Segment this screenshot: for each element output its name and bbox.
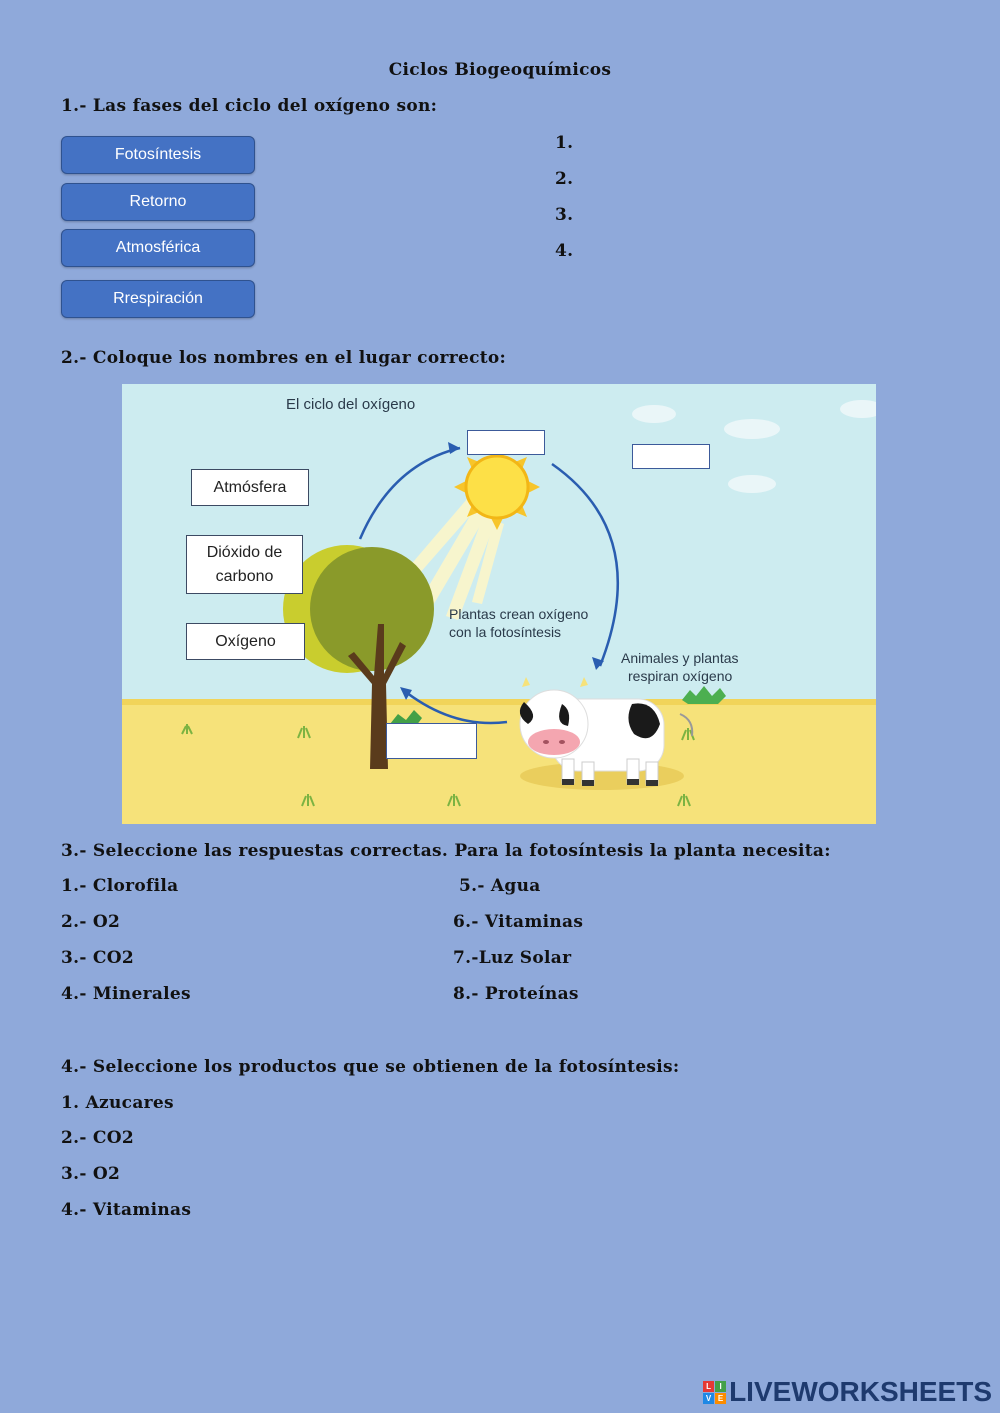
- q2-heading: 2.- Coloque los nombres en el lugar correcto:: [61, 348, 507, 368]
- logo-mark-icon: L I V E: [703, 1381, 726, 1404]
- q3-option-5[interactable]: 5.- Agua: [459, 876, 541, 896]
- q3-option-2[interactable]: 2.- O2: [61, 912, 121, 932]
- drop-zone-bottom[interactable]: [386, 723, 477, 759]
- answer-slot-2[interactable]: 2.: [555, 169, 574, 189]
- q3-heading: 3.- Seleccione las respuestas correctas. Para la fotosíntesis la planta necesita:: [61, 841, 831, 861]
- oxygen-cycle-diagram: [122, 384, 876, 824]
- option-atmosferica[interactable]: Atmosférica: [61, 229, 255, 267]
- plants-caption-line-2: con la fotosíntesis: [449, 624, 562, 640]
- q4-option-4[interactable]: 4.- Vitaminas: [61, 1200, 192, 1220]
- arrow-head-icon: [448, 442, 460, 454]
- page-title: Ciclos Biogeoquímicos: [388, 60, 612, 80]
- label-oxigeno[interactable]: Oxígeno: [186, 623, 305, 660]
- arrow-head-icon: [400, 687, 412, 700]
- answer-slot-3[interactable]: 3.: [555, 205, 574, 225]
- q3-option-6[interactable]: 6.- Vitaminas: [453, 912, 584, 932]
- option-retorno[interactable]: Retorno: [61, 183, 255, 221]
- option-respiracion[interactable]: Rrespiración: [61, 280, 255, 318]
- q4-option-2[interactable]: 2.- CO2: [61, 1128, 134, 1148]
- animals-caption-line-1: Animales y plantas: [621, 650, 739, 666]
- answer-slot-1[interactable]: 1.: [555, 133, 574, 153]
- q3-option-7[interactable]: 7.-Luz Solar: [453, 948, 572, 968]
- q1-heading: 1.- Las fases del ciclo del oxígeno son:: [61, 96, 438, 116]
- plants-caption-line-1: Plantas crean oxígeno: [449, 606, 589, 622]
- option-fotosintesis[interactable]: Fotosíntesis: [61, 136, 255, 174]
- ground: [122, 699, 876, 824]
- q4-option-3[interactable]: 3.- O2: [61, 1164, 121, 1184]
- q3-option-3[interactable]: 3.- CO2: [61, 948, 134, 968]
- drop-zone-right[interactable]: [632, 444, 710, 469]
- diagram-title: El ciclo del oxígeno: [286, 396, 416, 413]
- q3-option-8[interactable]: 8.- Proteínas: [453, 984, 579, 1004]
- q3-option-4[interactable]: 4.- Minerales: [61, 984, 191, 1004]
- label-atmosfera[interactable]: Atmósfera: [191, 469, 309, 506]
- animals-caption-line-2: respiran oxígeno: [628, 668, 733, 684]
- q4-heading: 4.- Seleccione los productos que se obtienen de la fotosíntesis:: [61, 1057, 680, 1077]
- logo-text: LIVEWORKSHEETS: [729, 1376, 992, 1407]
- answer-slot-4[interactable]: 4.: [555, 241, 574, 261]
- drop-zone-top[interactable]: [467, 430, 545, 455]
- q4-option-1[interactable]: 1. Azucares: [61, 1093, 174, 1113]
- bush: [682, 686, 726, 704]
- label-dioxido-de-carbono[interactable]: Dióxido de carbono: [186, 535, 303, 594]
- q3-option-1[interactable]: 1.- Clorofila: [61, 876, 179, 896]
- liveworksheets-logo: [703, 1376, 992, 1408]
